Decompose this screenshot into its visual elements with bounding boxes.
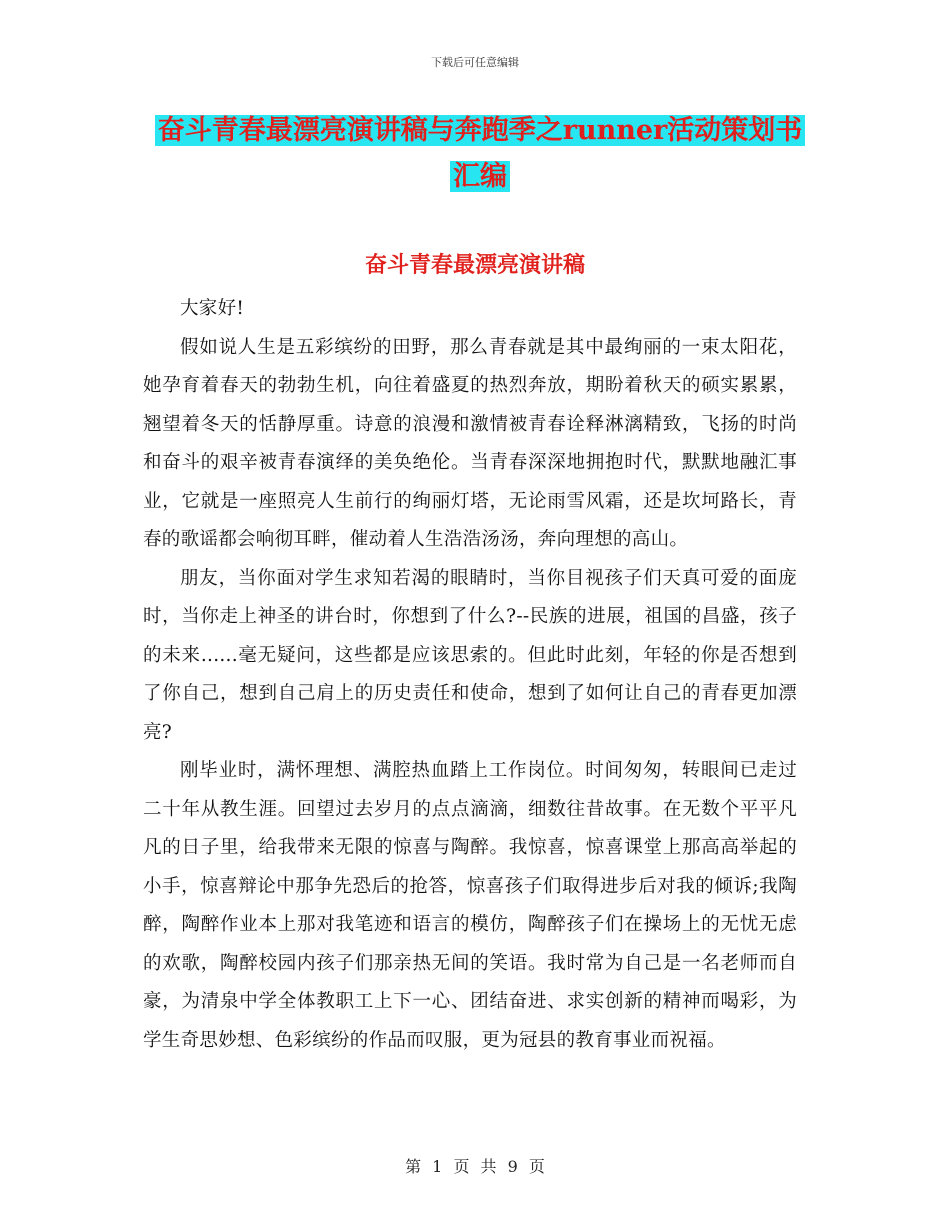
title-line-1: 奋斗青春最漂亮演讲稿与奔跑季之runner活动策划书 (155, 115, 806, 146)
body-text (143, 290, 797, 1060)
page-number: 第 1 页 共 9 页 (405, 1157, 545, 1176)
paragraph-1: 假如说人生是五彩缤纷的田野，那么青春就是其中最绚丽的一束太阳花，她孕育着春天的勃勃生机，向往着盛夏的热烈奔放，期盼着秋天的硕实累累，翘望着冬天的恬静厚重。诗意的浪漫和激情被青春诠释淋漓精致，飞扬的时尚和奋斗的艰辛被青春演绎的美奂绝伦。当青春深深地拥抱时代，默默地融汇事业，它就是一座照亮人生前行的绚丽灯塔，无论雨雪风霜，还是坎坷路长，青春的歌谣都会响彻耳畔，催动着人生浩浩汤汤，奔向理想的高山。 (143, 336, 797, 550)
title-line-2: 汇编 (450, 161, 510, 192)
document-title (140, 108, 820, 200)
paragraph-2: 朋友，当你面对学生求知若渴的眼睛时，当你目视孩子们天真可爱的面庞时，当你走上神圣的讲台时，你想到了什么?--民族的进展，祖国的昌盛，孩子的未来......毫无疑问，这些都是应该思索的。但此时此刻，年轻的你是否想到了你自己，想到自己肩上的历史责任和使命，想到了如何让自己的青春更加漂亮? (143, 567, 797, 743)
header-note: 下载后可任意编辑 (431, 56, 519, 69)
paragraph-greeting: 大家好! (180, 298, 245, 319)
paragraph-3: 刚毕业时，满怀理想、满腔热血踏上工作岗位。时间匆匆，转眼间已走过二十年从教生涯。回望过去岁月的点点滴滴，细数往昔故事。在无数个平平凡凡的日子里，给我带来无限的惊喜与陶醉。我惊喜，惊喜课堂上那高高举起的小手，惊喜辩论中那争先恐后的抢答，惊喜孩子们取得进步后对我的倾诉;我陶醉，陶醉作业本上那对我笔迹和语言的模仿，陶醉孩子们在操场上的无忧无虑的欢歌，陶醉校园内孩子们那亲热无间的笑语。我时常为自己是一名老师而自豪，为清泉中学全体教职工上下一心、团结奋进、求实创新的精神而喝彩，为学生奇思妙想、色彩缤纷的作品而叹服，更为冠县的教育事业而祝福。 (143, 760, 797, 1051)
section-title: 奋斗青春最漂亮演讲稿 (364, 252, 585, 278)
